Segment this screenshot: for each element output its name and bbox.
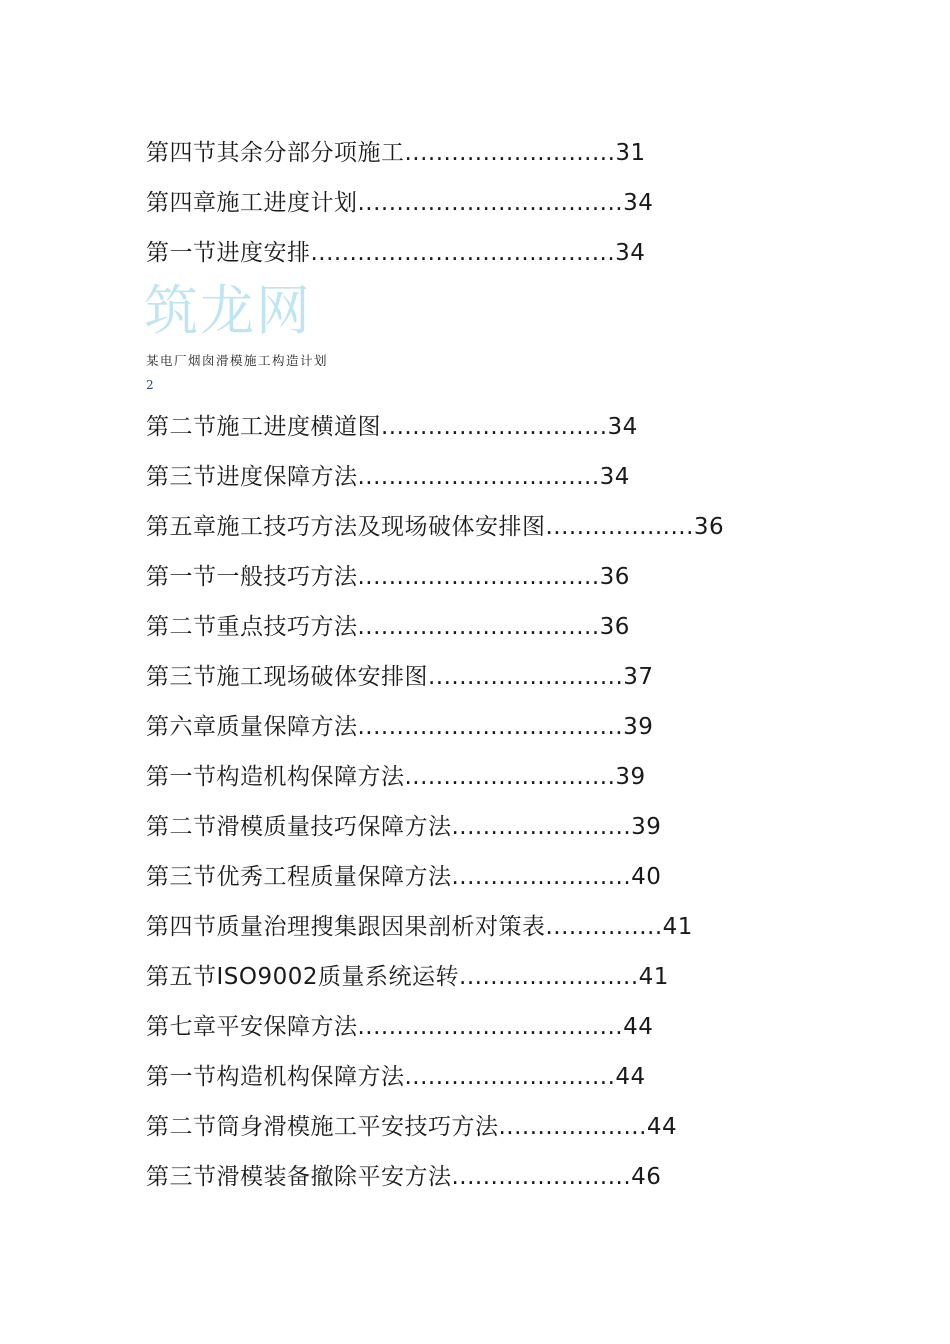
toc-entry: 第七章平安保障方法..................................44 xyxy=(146,1014,654,1040)
table-of-contents-main xyxy=(146,402,906,1202)
toc-entry: 第五节ISO9002质量系统运转.......................41 xyxy=(146,964,669,990)
toc-entry: 第四节其余分部分项施工...........................31 xyxy=(146,140,646,166)
toc-entry: 第三节滑模装备撤除平安方法.......................46 xyxy=(146,1164,662,1190)
toc-entry: 第四章施工进度计划..................................34 xyxy=(146,190,654,216)
toc-entry: 第二节重点技巧方法...............................36 xyxy=(146,614,630,640)
toc-entry: 第三节施工现场破体安排图.........................37 xyxy=(146,664,654,690)
toc-entry: 第一节一般技巧方法...............................36 xyxy=(146,564,630,590)
watermark-logo: 筑龙网 xyxy=(144,279,312,342)
page-number: 2 xyxy=(146,378,154,392)
toc-entry: 第二节筒身滑模施工平安技巧方法...................44 xyxy=(146,1114,678,1140)
toc-entry: 第一节进度安排.......................................34 xyxy=(146,240,646,266)
toc-entry: 第三节进度保障方法...............................34 xyxy=(146,464,630,490)
toc-entry: 第一节构造机构保障方法...........................39 xyxy=(146,764,646,790)
toc-entry: 第二节施工进度横道图.............................34 xyxy=(146,414,638,440)
toc-entry: 第五章施工技巧方法及现场破体安排图...................36 xyxy=(146,514,725,540)
toc-entry: 第三节优秀工程质量保障方法.......................40 xyxy=(146,864,662,890)
toc-entry: 第六章质量保障方法..................................39 xyxy=(146,714,654,740)
toc-entry: 第一节构造机构保障方法...........................44 xyxy=(146,1064,646,1090)
table-of-contents-top xyxy=(146,128,906,278)
toc-entry: 第四节质量治理搜集跟因果剖析对策表...............41 xyxy=(146,914,693,940)
toc-entry: 第二节滑模质量技巧保障方法.......................39 xyxy=(146,814,662,840)
running-header-title: 某电厂烟囱滑模施工构造计划 xyxy=(146,353,329,368)
